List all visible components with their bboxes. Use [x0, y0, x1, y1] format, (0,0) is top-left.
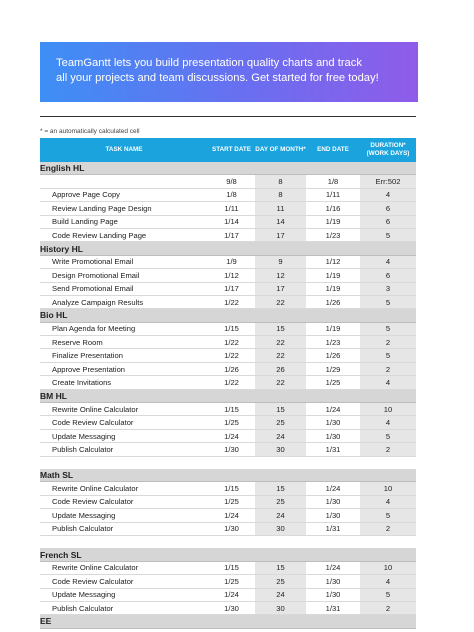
- task-cell: Code Review Landing Page: [40, 228, 208, 241]
- task-cell: Design Promotional Email: [40, 269, 208, 282]
- end-date-cell: 1/30: [306, 575, 360, 588]
- task-table-body: [40, 162, 416, 628]
- start-date-cell: 1/17: [208, 228, 255, 241]
- table-row: [40, 416, 416, 429]
- table-row: [40, 188, 416, 201]
- duration-cell: 10: [360, 482, 416, 495]
- day-of-month-cell: 14: [255, 215, 306, 228]
- spacer-row: [40, 456, 416, 469]
- group-row: [40, 162, 416, 175]
- duration-cell: 2: [360, 522, 416, 535]
- table-row: [40, 295, 416, 308]
- start-date-cell: 1/25: [208, 575, 255, 588]
- end-date-cell: 1/19: [306, 322, 360, 335]
- task-cell: Finalize Presentation: [40, 349, 208, 362]
- day-of-month-cell: 17: [255, 282, 306, 295]
- task-cell: Analyze Campaign Results: [40, 295, 208, 308]
- day-of-month-cell: 24: [255, 588, 306, 601]
- end-date-cell: 1/24: [306, 403, 360, 416]
- group-row: [40, 242, 416, 255]
- top-rule: [40, 116, 416, 117]
- group-name: EE: [40, 615, 416, 628]
- day-of-month-cell: 9: [255, 255, 306, 268]
- duration-cell: 5: [360, 509, 416, 522]
- table-row: [40, 509, 416, 522]
- end-date-cell: 1/12: [306, 255, 360, 268]
- task-cell: Write Promotional Email: [40, 255, 208, 268]
- table-row: [40, 215, 416, 228]
- start-date-cell: 1/22: [208, 295, 255, 308]
- task-cell: Approve Page Copy: [40, 188, 208, 201]
- task-cell: Approve Presentation: [40, 362, 208, 375]
- duration-cell: 3: [360, 282, 416, 295]
- group-row: [40, 548, 416, 561]
- end-date-cell: 1/30: [306, 429, 360, 442]
- start-date-cell: 1/30: [208, 443, 255, 456]
- day-of-month-cell: 15: [255, 482, 306, 495]
- duration-cell: 4: [360, 495, 416, 508]
- day-of-month-cell: 15: [255, 561, 306, 574]
- spacer-cell: [40, 456, 416, 469]
- end-date-cell: 1/26: [306, 295, 360, 308]
- duration-cell: 6: [360, 215, 416, 228]
- end-date-cell: 1/23: [306, 228, 360, 241]
- group-name: French SL: [40, 548, 416, 561]
- end-date-cell: 1/24: [306, 482, 360, 495]
- end-date-cell: 1/31: [306, 601, 360, 614]
- table-row: [40, 561, 416, 574]
- day-of-month-cell: 17: [255, 228, 306, 241]
- day-of-month-cell: 26: [255, 362, 306, 375]
- start-date-cell: 1/24: [208, 429, 255, 442]
- group-row: [40, 309, 416, 322]
- start-date-cell: 1/15: [208, 482, 255, 495]
- task-cell: Publish Calculator: [40, 443, 208, 456]
- day-of-month-cell: 30: [255, 522, 306, 535]
- start-date-cell: 9/8: [208, 175, 255, 188]
- promo-banner[interactable]: [40, 42, 418, 102]
- day-of-month-cell: 8: [255, 188, 306, 201]
- day-of-month-cell: 12: [255, 269, 306, 282]
- start-date-cell: 1/15: [208, 403, 255, 416]
- duration-cell: 5: [360, 295, 416, 308]
- duration-cell: 4: [360, 376, 416, 389]
- table-row: [40, 588, 416, 601]
- duration-cell: 2: [360, 443, 416, 456]
- task-cell: [40, 175, 208, 188]
- start-date-cell: 1/26: [208, 362, 255, 375]
- day-of-month-cell: 30: [255, 443, 306, 456]
- end-date-cell: 1/11: [306, 188, 360, 201]
- start-date-cell: 1/14: [208, 215, 255, 228]
- end-date-cell: 1/30: [306, 588, 360, 601]
- group-name: BM HL: [40, 389, 416, 402]
- day-of-month-cell: 15: [255, 322, 306, 335]
- day-of-month-cell: 22: [255, 376, 306, 389]
- start-date-cell: 1/15: [208, 561, 255, 574]
- start-date-cell: 1/15: [208, 322, 255, 335]
- duration-cell: 2: [360, 601, 416, 614]
- day-of-month-cell: 22: [255, 336, 306, 349]
- duration-cell: 6: [360, 269, 416, 282]
- duration-cell: 4: [360, 416, 416, 429]
- day-of-month-cell: 24: [255, 429, 306, 442]
- task-cell: Plan Agenda for Meeting: [40, 322, 208, 335]
- duration-cell: 5: [360, 322, 416, 335]
- start-date-cell: 1/24: [208, 509, 255, 522]
- table-row: [40, 269, 416, 282]
- duration-cell: 10: [360, 561, 416, 574]
- start-date-cell: 1/9: [208, 255, 255, 268]
- day-of-month-cell: 22: [255, 295, 306, 308]
- group-name: History HL: [40, 242, 416, 255]
- start-date-cell: 1/24: [208, 588, 255, 601]
- day-of-month-cell: 15: [255, 403, 306, 416]
- start-date-cell: 1/22: [208, 349, 255, 362]
- start-date-cell: 1/30: [208, 522, 255, 535]
- table-row: [40, 322, 416, 335]
- end-date-cell: 1/31: [306, 522, 360, 535]
- start-date-cell: 1/25: [208, 416, 255, 429]
- duration-cell: 5: [360, 228, 416, 241]
- task-cell: Update Messaging: [40, 588, 208, 601]
- duration-cell: 4: [360, 255, 416, 268]
- table-row: [40, 282, 416, 295]
- banner-line-2: all your projects and team discussions. Get started for free today!: [56, 72, 379, 84]
- start-date-cell: 1/8: [208, 188, 255, 201]
- task-cell: Reserve Room: [40, 336, 208, 349]
- task-cell: Rewrite Online Calculator: [40, 403, 208, 416]
- end-date-cell: 1/30: [306, 416, 360, 429]
- task-cell: Publish Calculator: [40, 601, 208, 614]
- day-of-month-cell: 24: [255, 509, 306, 522]
- table-row: [40, 362, 416, 375]
- task-cell: Send Promotional Email: [40, 282, 208, 295]
- table-row: [40, 601, 416, 614]
- duration-cell: 4: [360, 575, 416, 588]
- start-date-cell: 1/30: [208, 601, 255, 614]
- start-date-cell: 1/22: [208, 376, 255, 389]
- duration-cell: 5: [360, 349, 416, 362]
- duration-cell: 5: [360, 429, 416, 442]
- end-date-cell: 1/19: [306, 215, 360, 228]
- task-cell: Rewrite Online Calculator: [40, 561, 208, 574]
- calculated-cell-note: * = an automatically calculated cell: [40, 128, 140, 135]
- task-cell: Create Invitations: [40, 376, 208, 389]
- end-date-cell: 1/30: [306, 509, 360, 522]
- table-row: [40, 482, 416, 495]
- end-date-cell: 1/25: [306, 376, 360, 389]
- group-row: [40, 615, 416, 628]
- end-date-cell: 1/16: [306, 202, 360, 215]
- task-cell: Update Messaging: [40, 429, 208, 442]
- start-date-cell: 1/12: [208, 269, 255, 282]
- task-cell: Code Review Calculator: [40, 495, 208, 508]
- group-row: [40, 469, 416, 482]
- table-row: [40, 429, 416, 442]
- day-of-month-cell: 22: [255, 349, 306, 362]
- group-row: [40, 389, 416, 402]
- table-row: [40, 175, 416, 188]
- table-row: [40, 255, 416, 268]
- table-row: [40, 495, 416, 508]
- header-duration: DURATION* (WORK DAYS): [360, 138, 416, 162]
- start-date-cell: 1/11: [208, 202, 255, 215]
- group-name: Math SL: [40, 469, 416, 482]
- table-row: [40, 228, 416, 241]
- start-date-cell: 1/17: [208, 282, 255, 295]
- duration-cell: 10: [360, 403, 416, 416]
- day-of-month-cell: 8: [255, 175, 306, 188]
- table-row: [40, 443, 416, 456]
- side-tab[interactable]: [466, 56, 474, 88]
- end-date-cell: 1/26: [306, 349, 360, 362]
- task-table: [40, 138, 416, 629]
- day-of-month-cell: 25: [255, 495, 306, 508]
- task-cell: Build Landing Page: [40, 215, 208, 228]
- day-of-month-cell: 11: [255, 202, 306, 215]
- task-cell: Update Messaging: [40, 509, 208, 522]
- end-date-cell: 1/19: [306, 282, 360, 295]
- task-cell: Code Review Calculator: [40, 575, 208, 588]
- end-date-cell: 1/8: [306, 175, 360, 188]
- group-name: Bio HL: [40, 309, 416, 322]
- task-cell: Rewrite Online Calculator: [40, 482, 208, 495]
- task-cell: Review Landing Page Design: [40, 202, 208, 215]
- group-name: English HL: [40, 162, 416, 175]
- table-row: [40, 376, 416, 389]
- start-date-cell: 1/22: [208, 336, 255, 349]
- table-row: [40, 522, 416, 535]
- header-day-of-month: DAY OF MONTH*: [255, 138, 306, 162]
- header-end-date: END DATE: [306, 138, 360, 162]
- header-task-name: TASK NAME: [40, 138, 208, 162]
- end-date-cell: 1/19: [306, 269, 360, 282]
- header-row: [40, 138, 416, 162]
- spacer-cell: [40, 535, 416, 548]
- duration-cell: 6: [360, 202, 416, 215]
- duration-cell: 2: [360, 336, 416, 349]
- spacer-row: [40, 535, 416, 548]
- banner-line-1: TeamGantt lets you build presentation quality charts and track: [56, 57, 362, 69]
- end-date-cell: 1/30: [306, 495, 360, 508]
- start-date-cell: 1/25: [208, 495, 255, 508]
- table-row: [40, 202, 416, 215]
- end-date-cell: 1/29: [306, 362, 360, 375]
- day-of-month-cell: 30: [255, 601, 306, 614]
- duration-cell: Err:502: [360, 175, 416, 188]
- table-row: [40, 403, 416, 416]
- table-row: [40, 575, 416, 588]
- table-row: [40, 336, 416, 349]
- task-cell: Publish Calculator: [40, 522, 208, 535]
- duration-cell: 4: [360, 188, 416, 201]
- end-date-cell: 1/24: [306, 561, 360, 574]
- task-cell: Code Review Calculator: [40, 416, 208, 429]
- end-date-cell: 1/31: [306, 443, 360, 456]
- day-of-month-cell: 25: [255, 416, 306, 429]
- duration-cell: 2: [360, 362, 416, 375]
- day-of-month-cell: 25: [255, 575, 306, 588]
- table-row: [40, 349, 416, 362]
- header-start-date: START DATE: [208, 138, 255, 162]
- end-date-cell: 1/23: [306, 336, 360, 349]
- duration-cell: 5: [360, 588, 416, 601]
